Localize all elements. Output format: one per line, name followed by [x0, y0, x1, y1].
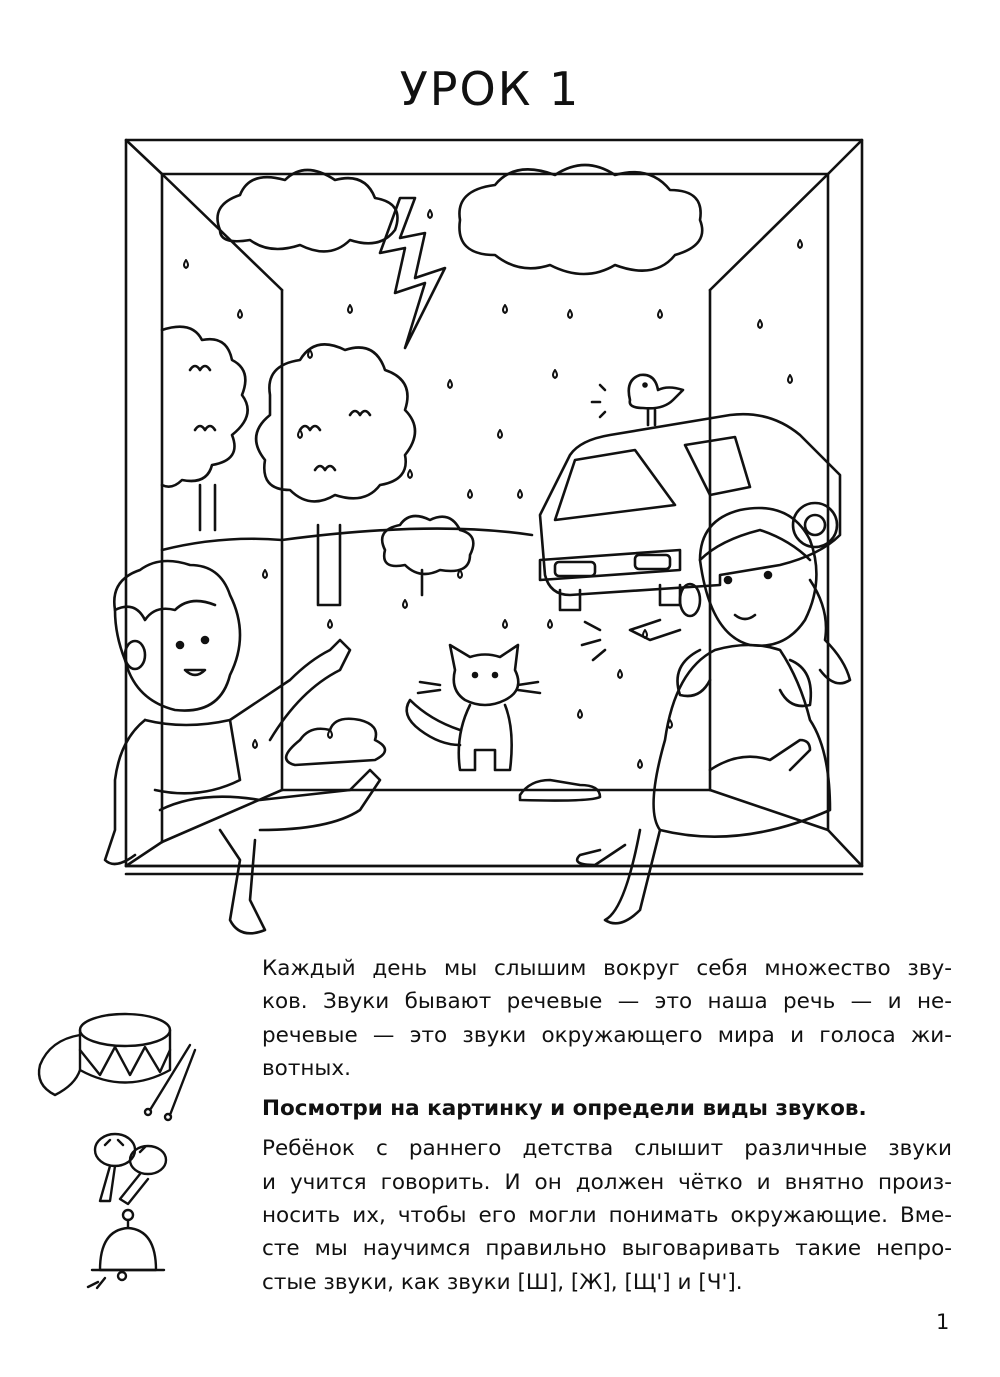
tree-left: [162, 327, 248, 530]
girl: [577, 508, 850, 923]
maracas-icon: [95, 1134, 166, 1204]
text-line: Ребёнок с раннего детства слышит различные звуки: [262, 1136, 952, 1162]
sound-icons-column: [30, 990, 210, 1290]
bell-icon: [88, 1210, 164, 1288]
puddle-left: [286, 719, 385, 765]
main-paragraph: [262, 1132, 952, 1298]
text-line: Каждый день мы слышим вокруг себя множество зву-: [262, 956, 952, 981]
cloud-left: [218, 170, 398, 251]
bird: [592, 375, 683, 425]
text-line: и учится говорить. И он должен чётко и внятно произ-: [262, 1169, 952, 1195]
cloud-right: [459, 165, 702, 274]
text-line: стые звуки, как звуки [Ш], [Ж], [Щ'] и [Ч'].: [262, 1269, 743, 1295]
intro-paragraph: [262, 952, 952, 1085]
boy: [105, 561, 380, 933]
lightning: [380, 198, 445, 348]
cat: [407, 645, 540, 770]
car: [540, 414, 840, 610]
window-scene-illustration: [100, 130, 880, 940]
text-line: речевые — это звуки окружающего мира и голоса жи-: [262, 1022, 952, 1048]
page-number: 1: [936, 1310, 950, 1334]
instruction-paragraph: [262, 1092, 952, 1125]
text-line: носить их, чтобы его могли понимать окружающие. Вме-: [262, 1203, 952, 1229]
drum-icon: [39, 1014, 195, 1120]
text-line: сте мы научимся правильно выговаривать такие непро-: [262, 1236, 952, 1262]
text-line: ков. Звуки бывают речевые — это наша речь — и не-: [262, 989, 952, 1015]
lesson-text: [262, 952, 952, 1306]
text-line: вотных.: [262, 1055, 351, 1081]
page-title: УРОК 1: [399, 62, 581, 116]
instruction-text: Посмотри на картинку и определи виды звуков.: [262, 1096, 867, 1122]
